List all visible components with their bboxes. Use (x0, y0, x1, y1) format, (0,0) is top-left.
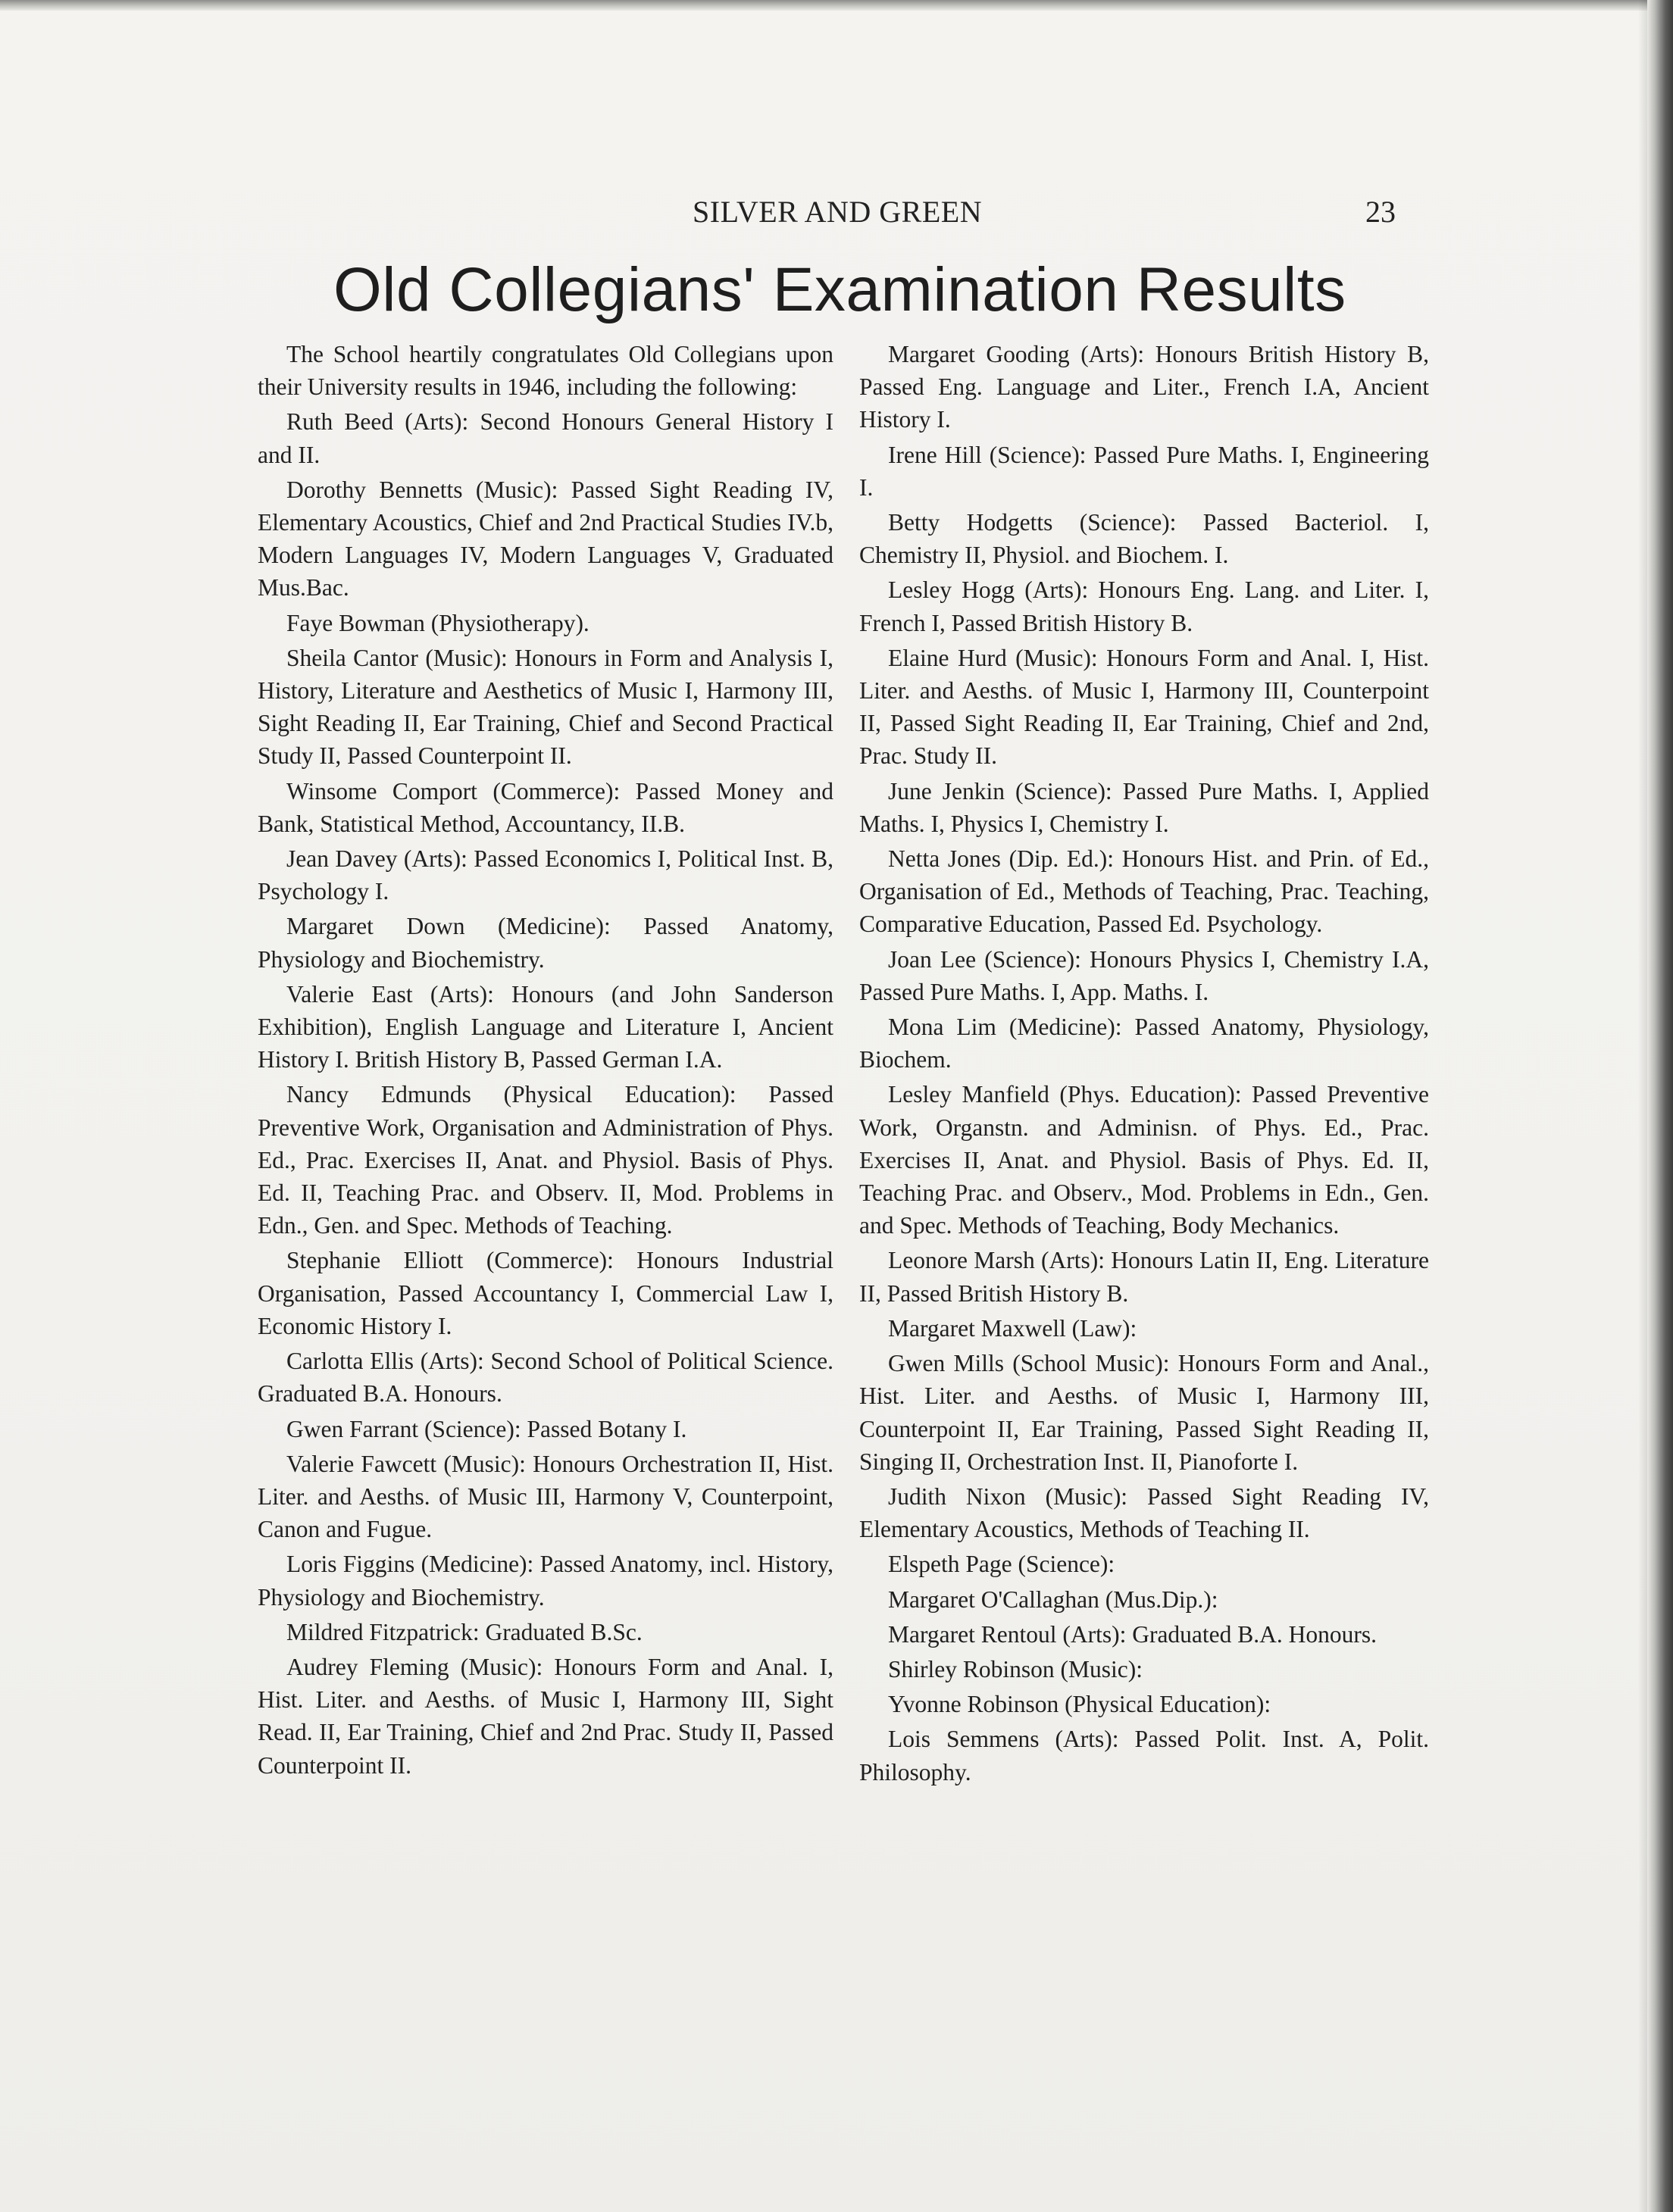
result-entry: Valerie East (Arts): Honours (and John Sanderson Exhibition), English Language and Literature I, Ancient History I. British History B, Passed German I.A. (258, 980, 833, 1073)
result-entry: Gwen Farrant (Science): Passed Botany I. (286, 1415, 687, 1442)
result-entry: Dorothy Bennetts (Music): Passed Sight Reading IV, Elementary Acoustics, Chief and 2nd Practical Studies IV.b, Modern Languages IV, Modern Languages V, Graduated Mus.Bac. (258, 476, 833, 601)
result-entry: Lesley Manfield (Phys. Education): Passed Preventive Work, Organstn. and Adminisn. of Phys. Ed., Prac. Exercises II, Anat. and Physiol. Basis of Phys. Ed. II, Teaching Prac. and Observ., Mod. Problems in Edn., Gen. and Spec. Methods of Teaching, Body Mechanics. (859, 1081, 1429, 1239)
result-entry: Lois Semmens (Arts): Passed Polit. Inst. A, Polit. Philosophy. (859, 1726, 1429, 1786)
result-entry: Lesley Hogg (Arts): Honours Eng. Lang. and Liter. I, French I, Passed British History B. (859, 576, 1429, 636)
binding-shadow (1638, 0, 1647, 2212)
intro-paragraph: The School heartily congratulates Old Collegians upon their University results in 1946, including the following: (258, 341, 833, 401)
result-entry: Irene Hill (Science): Passed Pure Maths. I, Engineering I. (859, 441, 1429, 501)
result-entry: Nancy Edmunds (Physical Education): Passed Preventive Work, Organisation and Administration of Phys. Ed., Prac. Exercises II, Anat. and Physiol. Basis of Phys. Ed. II, Teaching Prac. and Observ. II, Mod. Problems in Edn., Gen. and Spec. Methods of Teaching. (258, 1081, 833, 1239)
result-entry: Margaret O'Callaghan (Mus.Dip.): (888, 1586, 1218, 1613)
result-entry: Joan Lee (Science): Honours Physics I, Chemistry I.A, Passed Pure Maths. I, App. Maths. I. (859, 945, 1429, 1005)
result-entry: Winsome Comport (Commerce): Passed Money and Bank, Statistical Method, Accountancy, II.B. (258, 777, 833, 837)
result-entry: June Jenkin (Science): Passed Pure Maths. I, Applied Maths. I, Physics I, Chemistry I. (859, 777, 1429, 837)
result-entry: Margaret Maxwell (Law): (888, 1314, 1137, 1342)
result-entry: Audrey Fleming (Music): Honours Form and Anal. I, Hist. Liter. and Aesths. of Music I, Harmony III, Sight Read. II, Ear Training, Chief and 2nd Prac. Study II, Passed Counterpoint II. (258, 1653, 833, 1779)
result-entry: Ruth Beed (Arts): Second Honours General History I and II. (258, 408, 833, 468)
result-entry: Carlotta Ellis (Arts): Second School of Political Science. Graduated B.A. Honours. (258, 1348, 833, 1407)
result-entry: Netta Jones (Dip. Ed.): Honours Hist. and Prin. of Ed., Organisation of Ed., Methods of Teaching, Prac. Teaching, Comparative Education, Passed Ed. Psychology. (859, 845, 1429, 938)
result-entry: Yvonne Robinson (Physical Education): (888, 1691, 1271, 1718)
result-entry: Margaret Gooding (Arts): Honours British History B, Passed Eng. Language and Liter., French I.A, Ancient History I. (859, 341, 1429, 433)
left-column (258, 338, 833, 1784)
result-entry: Sheila Cantor (Music): Honours in Form and Analysis I, History, Literature and Aesthetics of Music I, Harmony III, Sight Reading II, Ear Training, Chief and Second Practical Study II, Passed Counterpoint II. (258, 644, 833, 770)
result-entry: Jean Davey (Arts): Passed Economics I, Political Inst. B, Psychology I. (258, 845, 833, 905)
result-entry: Mona Lim (Medicine): Passed Anatomy, Physiology, Biochem. (859, 1014, 1429, 1073)
result-entry: Valerie Fawcett (Music): Honours Orchestration II, Hist. Liter. and Aesths. of Music III, Harmony V, Counterpoint, Canon and Fugue. (258, 1450, 833, 1543)
result-entry: Stephanie Elliott (Commerce): Honours Industrial Organisation, Passed Accountancy I, Commercial Law I, Economic History I. (258, 1247, 833, 1339)
result-entry: Leonore Marsh (Arts): Honours Latin II, Eng. Literature II, Passed British History B. (859, 1247, 1429, 1307)
result-entry: Mildred Fitzpatrick: Graduated B.Sc. (286, 1618, 643, 1645)
page-title: Old Collegians' Examination Results (333, 255, 1346, 324)
result-entry: Gwen Mills (School Music): Honours Form and Anal., Hist. Liter. and Aesths. of Music I, Harmony III, Counterpoint II, Ear Training, Passed Sight Reading II, Singing II, Orchestration Inst. II, Pianoforte I. (859, 1350, 1429, 1475)
result-entry: Margaret Down (Medicine): Passed Anatomy, Physiology and Biochemistry. (258, 913, 833, 973)
page-right-edge (1647, 0, 1673, 2212)
result-entry: Margaret Rentoul (Arts): Graduated B.A. Honours. (888, 1620, 1377, 1648)
result-entry: Faye Bowman (Physiotherapy). (286, 609, 589, 636)
result-entry: Elaine Hurd (Music): Honours Form and Anal. I, Hist. Liter. and Aesths. of Music I, Harmony III, Counterpoint II, Passed Sight Reading II, Ear Training, Chief and 2nd, Prac. Study II. (859, 644, 1429, 770)
result-entry: Elspeth Page (Science): (888, 1551, 1115, 1578)
right-column (859, 338, 1429, 1791)
result-entry: Betty Hodgetts (Science): Passed Bacteriol. I, Chemistry II, Physiol. and Biochem. I. (859, 509, 1429, 569)
result-entry: Shirley Robinson (Music): (888, 1655, 1143, 1682)
running-head: SILVER AND GREEN (693, 195, 983, 229)
page-number: 23 (1365, 195, 1396, 229)
page-top-edge (0, 0, 1673, 11)
result-entry: Loris Figgins (Medicine): Passed Anatomy, incl. History, Physiology and Biochemistry. (258, 1551, 833, 1611)
result-entry: Judith Nixon (Music): Passed Sight Reading IV, Elementary Acoustics, Methods of Teaching II. (859, 1482, 1429, 1543)
